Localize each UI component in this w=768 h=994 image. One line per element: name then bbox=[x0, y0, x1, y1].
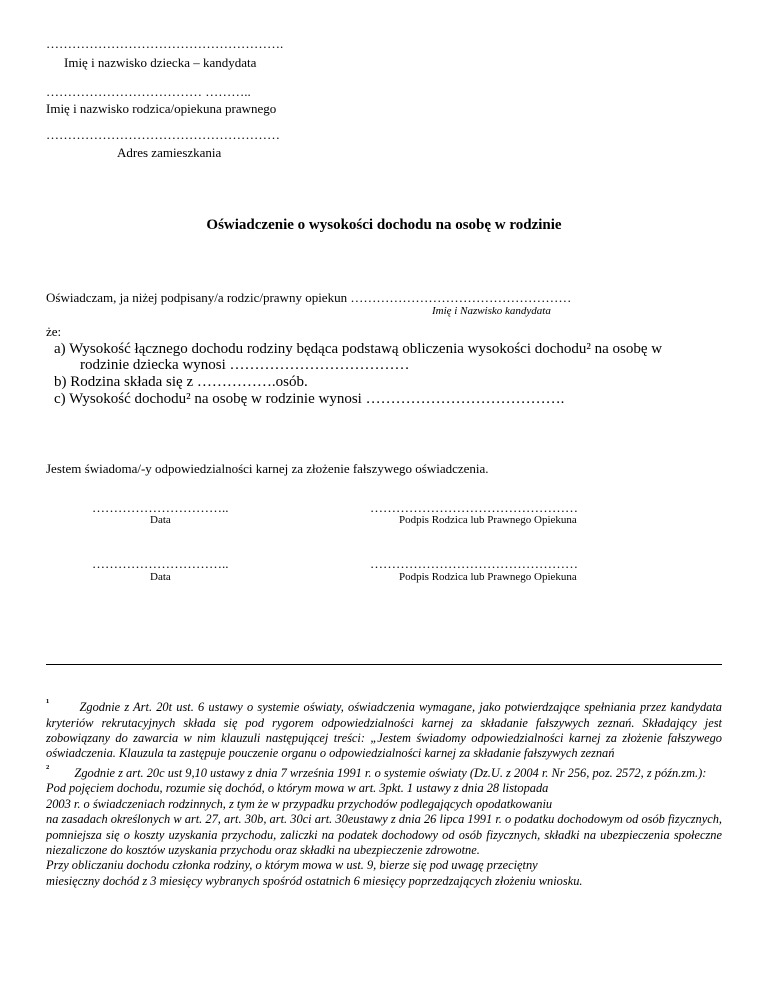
footnote-1-mark: ¹ bbox=[46, 697, 50, 709]
address-label: Adres zamieszkania bbox=[117, 145, 222, 160]
footnote-2-line2: Pod pojęciem dochodu, rozumie się dochód, o którym mowa w art. 3pkt. 1 ustawy z dnia 28 listopada bbox=[46, 781, 549, 796]
footnote-divider bbox=[46, 664, 722, 665]
list-item-c: c) Wysokość dochodu² na osobę w rodzinie wynosi …………………………………. bbox=[54, 391, 565, 407]
list-item-b: b) Rodzina składa się z …………….osób. bbox=[54, 374, 308, 390]
date-dots-2: ………………………….. bbox=[92, 556, 229, 571]
footnote-2-line5: miesięczny dochód z 3 miesięcy wybranych spośród ostatnich 6 miesięcy poprzedzających złożeniu wniosku. bbox=[46, 873, 583, 888]
footnote-2-line4: Przy obliczaniu dochodu członka rodziny, o którym mowa w ust. 9, bierze się pod uwagę przeciętny bbox=[46, 858, 538, 873]
page-title: Oświadczenie o wysokości dochodu na osobę w rodzinie bbox=[206, 217, 562, 233]
list-item-a: a) Wysokość łącznego dochodu rodziny będąca podstawą obliczenia wysokości dochodu² na osobę w bbox=[54, 341, 663, 357]
footnote-2-text: Zgodnie z art. 20c ust 9,10 ustawy z dnia 7 września 1991 r. o systemie oświaty (Dz.U. z 2004 r. Nr 256, poz. 2572, z późn.zm.): bbox=[74, 765, 707, 780]
footnote-1 bbox=[46, 696, 722, 762]
parent-name-dots: ……………………………… ……….. bbox=[46, 84, 251, 99]
date-label-2: Data bbox=[150, 571, 171, 583]
address-dots: ……………………………………………… bbox=[46, 127, 280, 142]
signature-label-2: Podpis Rodzica lub Prawnego Opiekuna bbox=[399, 571, 577, 583]
footnote-2-paragraph: na zasadach określonych w art. 27, art. 30b, art. 30ci art. 30eustawy z dnia 26 lipca 1991 r. o podatku dochodowym od osób fizycznych, pomniejsza się o koszty uzyskania przychodu, zaliczki na podatek dochodowy od osób fizycznych, składki na ubezpieczenia społeczne niezaliczone do kosztów uzyskania przychodu oraz składki na ubezpieczenie zdrowotne. bbox=[46, 812, 722, 857]
ze-label: że: bbox=[46, 324, 62, 339]
signature-dots-2: ………………………………………… bbox=[370, 556, 578, 571]
list-item-a-cont: rodzinie dziecka wynosi ……………………………… bbox=[80, 357, 410, 373]
candidate-name-caption: Imię i Nazwisko kandydata bbox=[432, 305, 551, 317]
date-dots-1: ………………………….. bbox=[92, 500, 229, 515]
footnote-2-mark: ² bbox=[46, 762, 50, 775]
child-name-label: Imię i nazwisko dziecka – kandydata bbox=[64, 55, 257, 70]
child-name-dots: ………………………………………………. bbox=[46, 36, 284, 51]
footnote-1-text: Zgodnie z Art. 20t ust. 6 ustawy o systemie oświaty, oświadczenia wymagane, jako potwierdzające spełniania przez kandydata kryteriów rekrutacyjnych składa się pod rygorem odpowiedzialności karnej za składanie fałszywych zeznań. Składający jest zobowiązany do zawarcia w nim klauzuli następującej treści: „Jestem świadomy odpowiedzialności karnej za złożenie fałszywego oświadczenia. Klauzula ta zastępuje pouczenie organu o odpowiedzialności karnej za składanie fałszywych zeznań bbox=[46, 700, 723, 761]
signature-label-1: Podpis Rodzica lub Prawnego Opiekuna bbox=[399, 514, 577, 526]
declaration-text: Oświadczam, ja niżej podpisany/a rodzic/prawny opiekun …………………………………………… bbox=[46, 290, 572, 305]
date-label-1: Data bbox=[150, 514, 171, 526]
footnotes bbox=[46, 696, 722, 889]
footnote-2 bbox=[46, 762, 722, 782]
signature-dots-1: ………………………………………… bbox=[370, 500, 578, 515]
footnote-2-line3: 2003 r. o świadczeniach rodzinnych, z tym że w przypadku przychodów podlegających opodatkowaniu bbox=[46, 796, 553, 811]
parent-name-label: Imię i nazwisko rodzica/opiekuna prawnego bbox=[46, 101, 277, 116]
awareness-statement: Jestem świadoma/-y odpowiedzialności karnej za złożenie fałszywego oświadczenia. bbox=[46, 461, 489, 476]
